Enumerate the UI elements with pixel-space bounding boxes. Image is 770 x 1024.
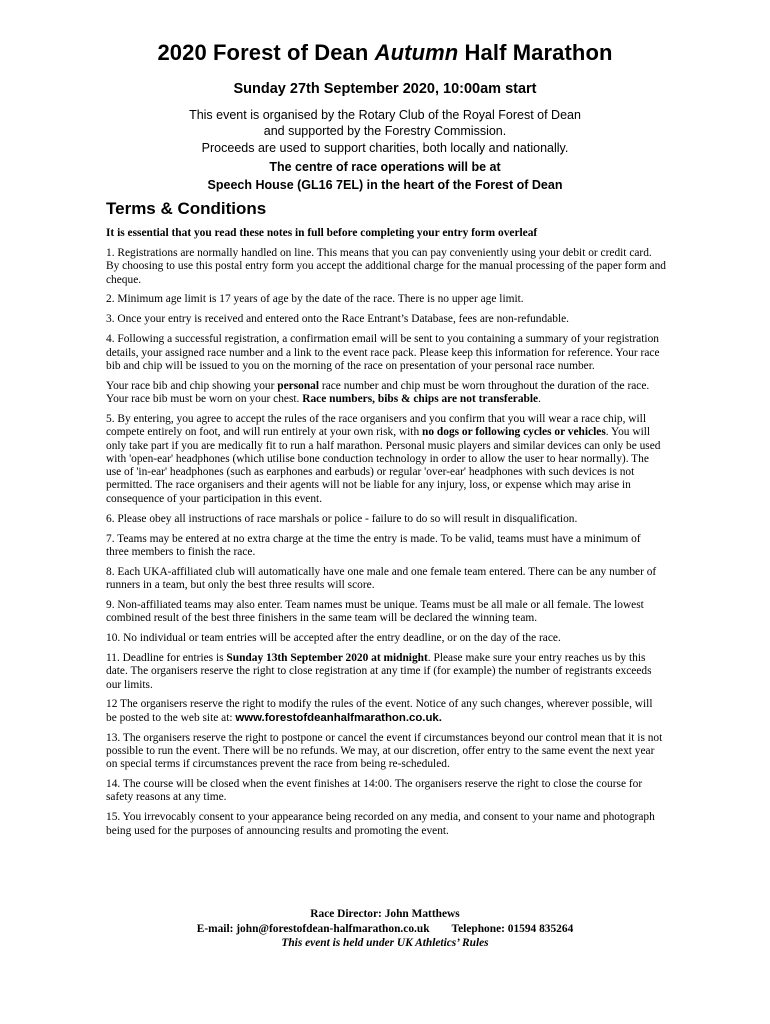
website-link[interactable]: www.forestofdeanhalfmarathon.co.uk.	[235, 711, 442, 724]
term-11: 11. Deadline for entries is Sunday 13th September 2020 at midnight. Please make sure your entry reaches us by this date. The organisers reserve the right to close registration at any time if (for example) the number of registrants exceeds our limits.	[106, 651, 652, 691]
terms-list	[106, 247, 666, 844]
athletics-rules-note: This event is held under UK Athletics’ Rules	[281, 937, 489, 949]
term-13: 13. The organisers reserve the right to postpone or cancel the event if circumstances beyond our control mean that it is not possible to run the event. There will be no refunds. We may, at our discretion, offer entry to the same event the next year on special terms if circumstances prevent the race from being re-scheduled.	[106, 731, 663, 771]
intro-line: This event is organised by the Rotary Club of the Royal Forest of Dean	[189, 108, 581, 122]
term-15: 15. You irrevocably consent to your appearance being recorded on any media, and consent to your name and photograph being used for the purposes of announcing results and promoting the event.	[106, 811, 655, 837]
essential-notice: It is essential that you read these notes in full before completing your entry form overleaf	[106, 227, 538, 239]
term-2: 2. Minimum age limit is 17 years of age by the date of the race. There is no upper age limit.	[106, 293, 524, 306]
term-5: 5. By entering, you agree to accept the rules of the race organisers and you confirm that you will wear a race chip, will compete entirely on foot, and will run entirely at your own risk, with no dogs or following cycles or vehicles. You will only take part if you are medically fit to run a half marathon. Personal music players and similar devices can only be used with 'open-ear' headphones (which utilise bone conduction technology in order to allow the user to hear normally). The use of 'in-ear' headphones (such as earphones and earbuds) or regular 'over-ear' headphones with such devices is not permitted. The race organisers and their agents will not be liable for any injury, loss, or expense which may arise in consequence of your participation in this event.	[106, 412, 661, 505]
term-4: 4. Following a successful registration, a confirmation email will be sent to you containing a summary of your registration details, your assigned race number and a link to the event race pack. Please keep this information for reference. Your race bib and chip will be issued to you on the morning of the race on presentation of your personal race number.	[106, 333, 660, 372]
contact-line	[0, 922, 770, 937]
term-8: 8. Each UKA-affiliated club will automatically have one male and one female team entered. There can be any number of runners in a team, but only the best three results will score.	[106, 565, 657, 591]
telephone-number: Telephone: 01594 835264	[451, 922, 574, 935]
email-address[interactable]: E-mail: john@forestofdean-halfmarathon.co.uk	[196, 922, 430, 935]
centre-line: The centre of race operations will be at	[269, 160, 501, 174]
term-10: 10. No individual or team entries will be accepted after the entry deadline, or on the day of the race.	[106, 632, 561, 645]
organiser-intro	[0, 107, 770, 156]
terms-heading: Terms & Conditions	[106, 199, 267, 218]
centre-line: Speech House (GL16 7EL) in the heart of the Forest of Dean	[207, 177, 563, 192]
term-3: 3. Once your entry is received and entered onto the Race Entrant’s Database, fees are non-refundable.	[106, 313, 570, 326]
term-6: 6. Please obey all instructions of race marshals or police - failure to do so will result in disqualification.	[106, 512, 578, 525]
page-title: 2020 Forest of Dean Autumn Half Marathon	[157, 40, 613, 65]
term-12: 12 The organisers reserve the right to modify the rules of the event. Notice of any such changes, wherever possible, will be posted to the web site at: www.forestofdeanhalfmarathon.co.uk.	[106, 698, 653, 724]
term-7: 7. Teams may be entered at no extra charge at the time the entry is made. To be valid, teams must have a minimum of three members to finish the race.	[106, 532, 641, 558]
intro-line: and supported by the Forestry Commission.	[263, 124, 507, 139]
term-1: 1. Registrations are normally handled on line. This means that you can pay conveniently using your debit or credit card. By choosing to use this postal entry form you accept the additional charge for the manual processing of the paper form and cheque.	[106, 247, 666, 286]
race-director: Race Director: John Matthews	[310, 908, 460, 920]
term-bib: Your race bib and chip showing your personal race number and chip must be worn throughout the duration of the race. Your race bib must be worn on your chest. Race numbers, bibs & chips are not transferable.	[106, 379, 650, 406]
title-emphasis: Autumn	[374, 40, 459, 65]
term-9: 9. Non-affiliated teams may also enter. Team names must be unique. Teams must be all male or all female. The lowest combined result of the best three finishers in the same team will be declared the winning team.	[106, 598, 644, 625]
race-centre-notice	[0, 159, 770, 194]
event-date: Sunday 27th September 2020, 10:00am start	[233, 81, 537, 97]
footer-contact	[0, 907, 770, 951]
intro-line: Proceeds are used to support charities, both locally and nationally.	[201, 140, 569, 155]
term-14: 14. The course will be closed when the event finishes at 14:00. The organisers reserve the right to close the course for safety reasons at any time.	[106, 778, 643, 804]
